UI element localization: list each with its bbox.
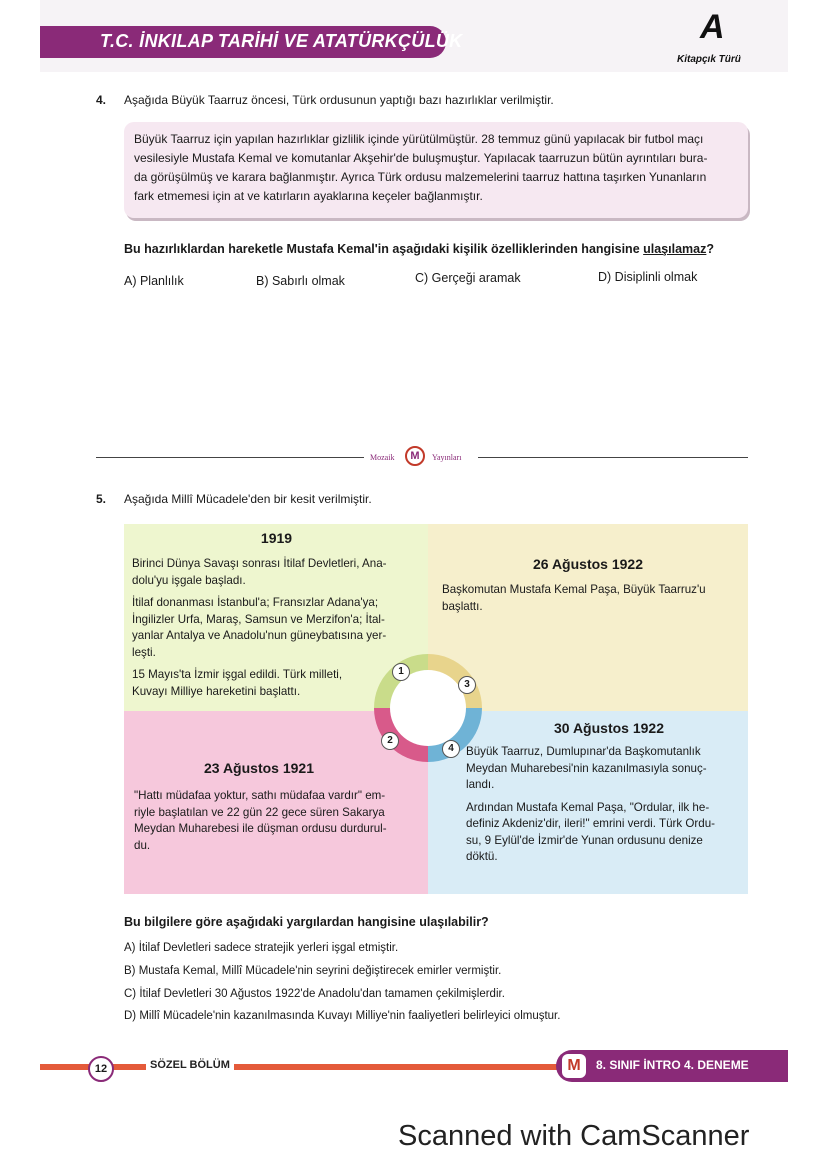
panel-line: yanlar Antalya ve Anadolu'nun güneybatısına yer- bbox=[132, 629, 387, 642]
badge-2: 2 bbox=[381, 732, 399, 750]
q5-number: 5. bbox=[96, 492, 107, 506]
booklet-label: Kitapçık Türü bbox=[677, 54, 741, 65]
panel-26-august-text bbox=[442, 582, 742, 615]
q4-info-line: fark etmemesi için at ve katırların ayaklarına keçeler bağlanmıştır. bbox=[134, 189, 483, 203]
q4-info-line: vesilesiyle Mustafa Kemal ve komutanlar Akşehir'de buluşmuştur. Yapılacak taarruzun bütün ayrıntıları bura- bbox=[134, 151, 708, 165]
badge-4: 4 bbox=[442, 740, 460, 758]
panel-26-august-title: 26 Ağustos 1922 bbox=[533, 556, 643, 572]
panel-23-august-title: 23 Ağustos 1921 bbox=[204, 760, 314, 776]
panel-line: definiz Akdeniz'dir, ileri!" emrini verdi. Türk Ordu- bbox=[466, 817, 716, 830]
publisher-left: Mozaik bbox=[370, 453, 395, 462]
panel-line: İtilaf donanması İstanbul'a; Fransızlar Adana'ya; bbox=[132, 596, 379, 609]
header-title: T.C. İNKILAP TARİHİ VE ATATÜRKÇÜLÜK bbox=[100, 31, 463, 51]
ring-center bbox=[390, 670, 466, 746]
q4-info-text bbox=[134, 130, 744, 206]
panel-line: Kuvayı Milliye hareketini başlattı. bbox=[132, 684, 301, 698]
panel-line: Meydan Muharebesi'nin kazanılmasıyla sonuç- bbox=[466, 761, 707, 775]
booklet-letter: A bbox=[700, 8, 725, 46]
panel-line: dolu'yu işgale başladı. bbox=[132, 573, 246, 587]
footer-logo: M bbox=[562, 1054, 586, 1078]
panel-line: Başkomutan Mustafa Kemal Paşa, Büyük Taarruz'u bbox=[442, 583, 706, 596]
q4-intro: Aşağıda Büyük Taarruz öncesi, Türk ordusunun yaptığı bazı hazırlıklar verilmiştir. bbox=[124, 93, 554, 107]
panel-line: "Hattı müdafaa yoktur, sathı müdafaa vardır" em- bbox=[134, 789, 386, 802]
panel-line: Büyük Taarruz, Dumlupınar'da Başkomutanlık bbox=[466, 745, 701, 758]
publisher-right: Yayınları bbox=[432, 453, 462, 462]
q4-stem bbox=[124, 242, 714, 256]
badge-1: 1 bbox=[392, 663, 410, 681]
q4-option-d[interactable]: D) Disiplinli olmak bbox=[598, 270, 698, 284]
panel-line: İngilizler Urfa, Maraş, Samsun ve Merzifon'a; İtal- bbox=[132, 612, 385, 626]
q5-intro: Aşağıda Millî Mücadele'den bir kesit verilmiştir. bbox=[124, 492, 372, 506]
panel-line: su, 9 Eylül'de İzmir'de Yunan ordusunu denize bbox=[466, 833, 703, 847]
panel-30-august-text bbox=[466, 744, 742, 866]
panel-line: Birinci Dünya Savaşı sonrası İtilaf Devletleri, Ana- bbox=[132, 557, 387, 570]
q5-option-b[interactable]: B) Mustafa Kemal, Millî Mücadele'nin seyrini değiştirecek emirler vermiştir. bbox=[124, 965, 502, 977]
panel-line: başlattı. bbox=[442, 599, 483, 613]
section-label: SÖZEL BÖLÜM bbox=[146, 1059, 234, 1071]
panel-line: du. bbox=[134, 838, 151, 852]
q4-option-c[interactable]: C) Gerçeği aramak bbox=[415, 271, 521, 285]
q4-stem-text: Bu hazırlıklardan hareketle Mustafa Kemal'in aşağıdaki kişilik özelliklerinden hangisine bbox=[124, 242, 640, 256]
publisher-logo: M bbox=[405, 446, 425, 466]
panel-line: landı. bbox=[466, 778, 495, 791]
panel-line: 15 Mayıs'ta İzmir işgal edildi. Türk milleti, bbox=[132, 668, 343, 681]
q4-option-b[interactable]: B) Sabırlı olmak bbox=[256, 274, 345, 288]
q4-number: 4. bbox=[96, 93, 107, 107]
q5-option-d[interactable]: D) Millî Mücadele'nin kazanılmasında Kuvayı Milliye'nin faaliyetleri belirleyici olmuştur. bbox=[124, 1010, 561, 1022]
panel-30-august-title: 30 Ağustos 1922 bbox=[554, 720, 664, 736]
badge-3: 3 bbox=[458, 676, 476, 694]
q5-option-c[interactable]: C) İtilaf Devletleri 30 Ağustos 1922'de Anadolu'dan tamamen çekilmişlerdir. bbox=[124, 988, 505, 1000]
scanner-watermark: Scanned with CamScanner bbox=[398, 1120, 750, 1152]
panel-line: Ardından Mustafa Kemal Paşa, "Ordular, ilk he- bbox=[466, 800, 710, 814]
panel-1919-title: 1919 bbox=[260, 530, 293, 546]
q4-stem-end: ? bbox=[706, 242, 715, 256]
q4-info-line: da görüşülmüş ve karara bağlanmıştır. Ayrıca Türk ordusu malzemelerini taarruz hattına taşırken Yunanların bbox=[134, 170, 707, 184]
panel-line: döktü. bbox=[466, 850, 498, 863]
divider-left bbox=[96, 457, 364, 458]
page-number: 12 bbox=[88, 1056, 114, 1082]
divider-right bbox=[478, 457, 748, 458]
q4-info-line: Büyük Taarruz için yapılan hazırlıklar gizlilik içinde yürütülmüştür. 28 temmuz günü yapılacak bir futbol maçı bbox=[134, 132, 704, 146]
panel-line: riyle başlatılan ve 22 gün 22 gece süren Sakarya bbox=[134, 805, 385, 819]
q4-stem-emphasis: ulaşılamaz bbox=[643, 242, 707, 256]
q5-option-a[interactable]: A) İtilaf Devletleri sadece stratejik yerleri işgal etmiştir. bbox=[124, 942, 399, 954]
q4-option-a[interactable]: A) Planlılık bbox=[124, 274, 184, 288]
panel-23-august-text bbox=[134, 788, 424, 854]
timeline-ring bbox=[366, 646, 490, 770]
panel-line: leşti. bbox=[132, 645, 156, 659]
q5-stem: Bu bilgilere göre aşağıdaki yargılardan hangisine ulaşılabilir? bbox=[124, 915, 489, 929]
panel-line: Meydan Muharebesi ile düşman ordusu durdurul- bbox=[134, 822, 387, 835]
exam-name: 8. SINIF İNTRO 4. DENEME bbox=[596, 1058, 749, 1072]
